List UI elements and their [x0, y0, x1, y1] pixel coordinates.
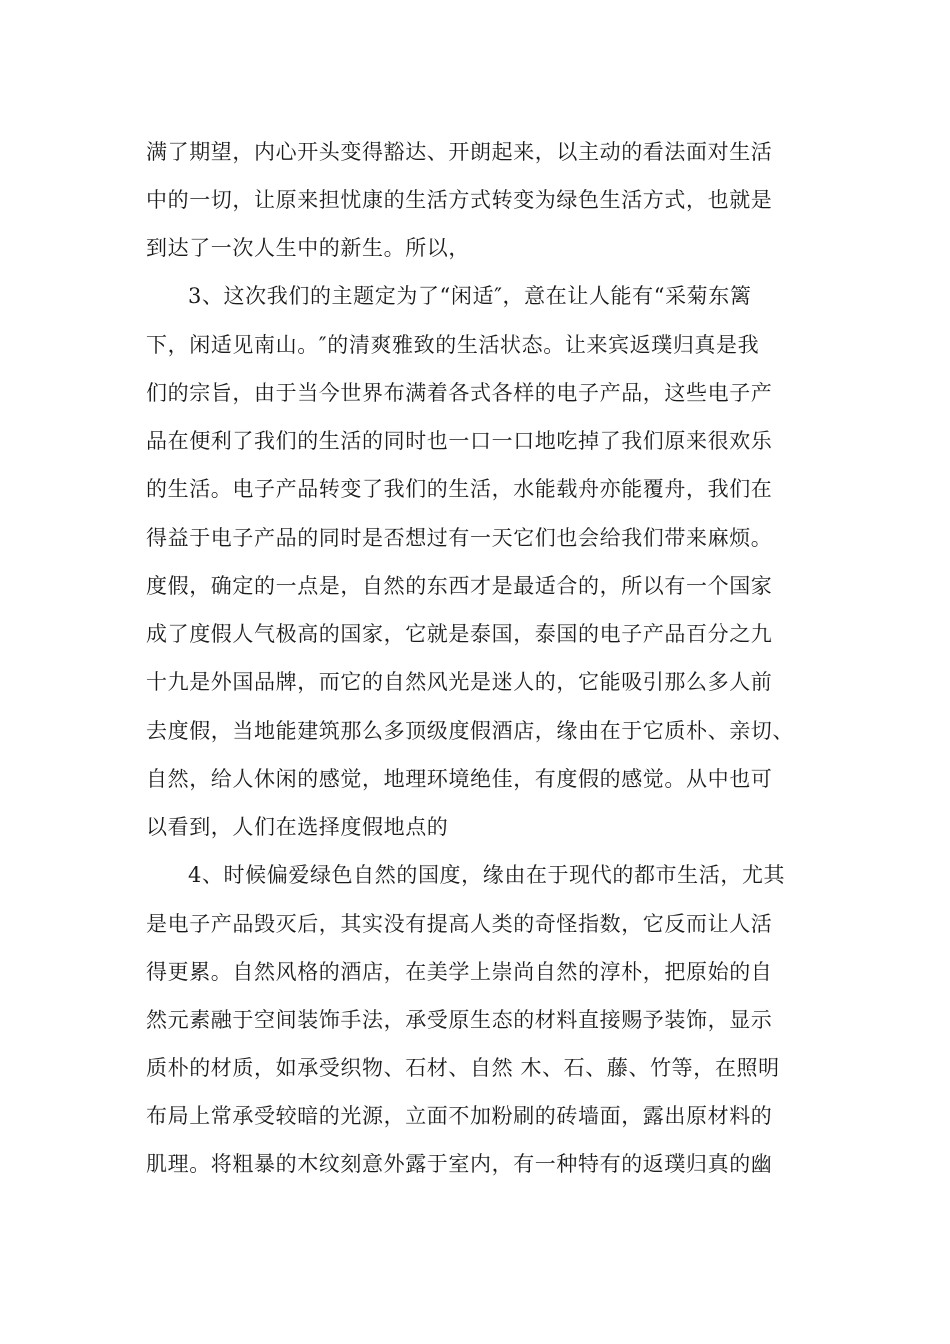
text-line-15: 以看到，人们在选择度假地点的 [146, 815, 449, 839]
text-line-8: 的生活。电子产品转变了我们的生活，水能载舟亦能覆舟，我们在 [146, 477, 773, 501]
text-line-17: 是电子产品毁灭后，其实没有提高人类的奇怪指数，它反而让人活 [146, 912, 773, 936]
text-line-9: 得益于电子产品的同时是否想过有一天它们也会给我们带来麻烦。 [146, 526, 773, 550]
text-line-21: 布局上常承受较暗的光源，立面不加粉刷的砖墙面，露出原材料的 [146, 1104, 773, 1128]
text-line-11: 成了度假人气极高的国家，它就是泰国，泰国的电子产品百分之九 [146, 622, 773, 646]
text-line-10: 度假，确定的一点是，自然的东西才是最适合的，所以有一个国家 [146, 574, 773, 598]
paragraph-3-line-1: 3、这次我们的主题定为了“闲适″，意在让人能有“采菊东篱 [188, 284, 752, 308]
text-line-2: 中的一切，让原来担忧康的生活方式转变为绿色生活方式，也就是 [146, 188, 773, 212]
text-line-1: 满了期望，内心开头变得豁达、开朗起来，以主动的看法面对生活 [146, 140, 773, 164]
text-line-18: 得更累。自然风格的酒店，在美学上崇尚自然的淳朴，把原始的自 [146, 960, 773, 984]
text-line-22: 肌理。将粗暴的木纹刻意外露于室内，有一种特有的返璞归真的幽 [146, 1152, 773, 1176]
text-line-19: 然元素融于空间装饰手法，承受原生态的材料直接赐予装饰，显示 [146, 1008, 773, 1032]
text-line-20: 质朴的材质，如承受织物、石材、自然 木、石、藤、竹等，在照明 [146, 1056, 780, 1080]
text-line-3: 到达了一次人生中的新生。所以， [146, 236, 470, 260]
text-line-5: 下，闲适见南山。″的清爽雅致的生活状态。让来宾返璞归真是我 [146, 333, 760, 357]
paragraph-4-line-1: 4、时候偏爱绿色自然的国度，缘由在于现代的都市生活，尤其 [188, 863, 786, 887]
text-line-12: 十九是外国品牌，而它的自然风光是迷人的，它能吸引那么多人前 [146, 670, 773, 694]
text-line-13: 去度假，当地能建筑那么多顶级度假酒店，缘由在于它质朴、亲切、 [146, 719, 794, 743]
text-line-14: 自然，给人休闲的感觉，地理环境绝佳，有度假的感觉。从中也可 [146, 767, 773, 791]
text-line-7: 品在便利了我们的生活的同时也一口一口地吃掉了我们原来很欢乐 [146, 429, 773, 453]
text-line-6: 们的宗旨，由于当今世界布满着各式各样的电子产品，这些电子产 [146, 381, 773, 405]
